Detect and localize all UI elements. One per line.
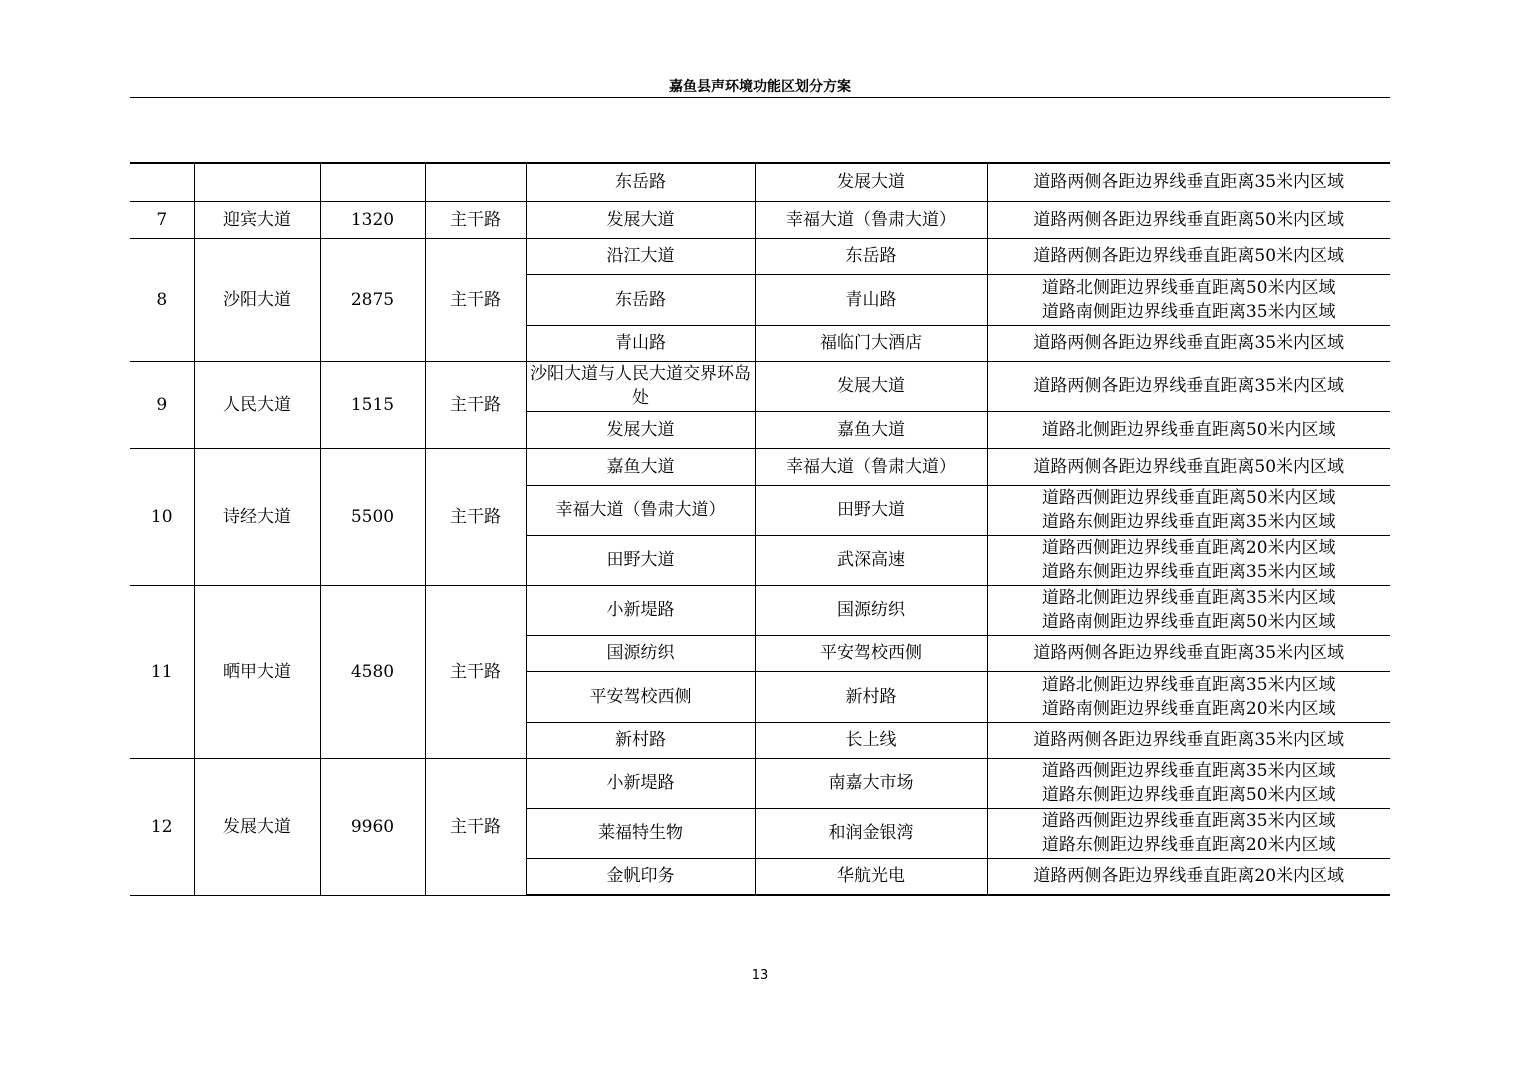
table-row — [130, 448, 1390, 485]
segment-start-cell: 发展大道 — [526, 201, 755, 238]
zone-range-line: 道路两侧各距边界线垂直距离50米内区域 — [1033, 456, 1345, 477]
zone-range-line: 道路北侧距边界线垂直距离50米内区域 — [1041, 419, 1336, 440]
road-length-cell: 1515 — [320, 361, 425, 448]
segment-end-cell: 发展大道 — [755, 361, 987, 411]
zone-range-cell — [987, 274, 1390, 325]
road-grade-cell: 主干路 — [425, 448, 526, 585]
segment-end-cell: 华航光电 — [755, 858, 987, 895]
road-no-cell: 12 — [130, 758, 194, 895]
segment-end-cell: 武深高速 — [755, 535, 987, 585]
segment-end-cell: 嘉鱼大道 — [755, 411, 987, 448]
segment-end-cell: 南嘉大市场 — [755, 758, 987, 808]
road-grade-cell: 主干路 — [425, 361, 526, 448]
road-no-cell: 9 — [130, 361, 194, 448]
zone-range-line: 道路西侧距边界线垂直距离50米内区域 — [1041, 488, 1336, 508]
zone-range-cell — [987, 808, 1390, 858]
segment-end-cell: 幸福大道（鲁肃大道） — [755, 201, 987, 238]
table-row — [130, 758, 1390, 808]
road-grade-cell: 主干路 — [425, 238, 526, 361]
road-length-cell: 5500 — [320, 448, 425, 585]
zone-range-line: 道路东侧距边界线垂直距离35米内区域 — [1041, 512, 1336, 532]
zone-range-cell — [987, 671, 1390, 722]
segment-start-cell: 发展大道 — [526, 411, 755, 448]
zone-range-line: 道路两侧各距边界线垂直距离35米内区域 — [1033, 333, 1345, 353]
zone-range-line: 道路西侧距边界线垂直距离20米内区域 — [1041, 538, 1336, 558]
road-length-cell: 1320 — [320, 201, 425, 238]
segment-start-cell: 东岳路 — [526, 274, 755, 325]
zone-range-line: 道路北侧距边界线垂直距离50米内区域 — [1041, 277, 1336, 298]
segment-start-cell: 小新堤路 — [526, 758, 755, 808]
zone-range-line: 道路南侧距边界线垂直距离35米内区域 — [1041, 301, 1336, 322]
road-grade-cell: 主干路 — [425, 585, 526, 758]
zone-range-cell — [987, 201, 1390, 238]
segment-start-cell: 嘉鱼大道 — [526, 448, 755, 485]
road-no-cell: 11 — [130, 585, 194, 758]
zone-range-line: 道路北侧距边界线垂直距离35米内区域 — [1041, 674, 1336, 695]
table-row — [130, 238, 1390, 274]
road-no-cell: 7 — [130, 201, 194, 238]
segment-start-cell: 幸福大道（鲁肃大道） — [526, 485, 755, 535]
segment-start-cell: 莱福特生物 — [526, 808, 755, 858]
zone-range-line: 道路西侧距边界线垂直距离35米内区域 — [1041, 811, 1336, 831]
zone-range-cell — [987, 163, 1390, 201]
road-length-cell: 2875 — [320, 238, 425, 361]
zone-range-line: 道路两侧各距边界线垂直距离20米内区域 — [1033, 866, 1345, 887]
segment-start-cell: 国源纺织 — [526, 635, 755, 671]
zone-range-cell — [987, 238, 1390, 274]
segment-end-cell: 福临门大酒店 — [755, 325, 987, 361]
table-row — [130, 201, 1390, 238]
zone-range-cell — [987, 535, 1390, 585]
page-number: 13 — [751, 968, 769, 983]
zone-range-cell — [987, 758, 1390, 808]
page-header-title: 嘉鱼县声环境功能区划分方案 — [669, 79, 851, 95]
table-row — [130, 361, 1390, 411]
road-name-cell: 诗经大道 — [194, 448, 320, 585]
road-name-cell: 沙阳大道 — [194, 238, 320, 361]
zone-range-cell — [987, 485, 1390, 535]
zone-range-cell — [987, 722, 1390, 758]
zone-range-line: 道路两侧各距边界线垂直距离35米内区域 — [1033, 730, 1345, 750]
road-noise-zone-table — [130, 162, 1390, 896]
table-row — [130, 163, 1390, 201]
table-row — [130, 585, 1390, 635]
segment-start-cell: 沿江大道 — [526, 238, 755, 274]
road-grade-cell: 主干路 — [425, 201, 526, 238]
zone-range-cell — [987, 448, 1390, 485]
road-name-cell — [194, 163, 320, 201]
road-length-cell: 9960 — [320, 758, 425, 895]
road-length-cell — [320, 163, 425, 201]
zone-range-line: 道路北侧距边界线垂直距离35米内区域 — [1041, 588, 1336, 608]
zone-range-line: 道路南侧距边界线垂直距离50米内区域 — [1041, 612, 1336, 632]
zone-range-line: 道路南侧距边界线垂直距离20米内区域 — [1041, 698, 1336, 719]
road-name-cell: 迎宾大道 — [194, 201, 320, 238]
segment-start-cell: 东岳路 — [526, 163, 755, 201]
zone-range-line: 道路两侧各距边界线垂直距离35米内区域 — [1033, 376, 1345, 396]
segment-end-cell: 东岳路 — [755, 238, 987, 274]
segment-end-cell: 和润金银湾 — [755, 808, 987, 858]
segment-start-cell: 金帆印务 — [526, 858, 755, 895]
header-rule — [130, 97, 1390, 98]
road-no-cell — [130, 163, 194, 201]
zone-range-cell — [987, 361, 1390, 411]
zone-range-cell — [987, 858, 1390, 895]
segment-end-cell: 幸福大道（鲁肃大道） — [755, 448, 987, 485]
segment-end-cell: 平安驾校西侧 — [755, 635, 987, 671]
road-no-cell: 10 — [130, 448, 194, 585]
zone-range-line: 道路两侧各距边界线垂直距离35米内区域 — [1033, 643, 1345, 663]
road-name-cell: 发展大道 — [194, 758, 320, 895]
road-length-cell: 4580 — [320, 585, 425, 758]
zone-range-line: 道路东侧距边界线垂直距离20米内区域 — [1041, 835, 1336, 855]
road-no-cell: 8 — [130, 238, 194, 361]
segment-start-cell: 田野大道 — [526, 535, 755, 585]
road-name-cell: 人民大道 — [194, 361, 320, 448]
zone-range-cell — [987, 585, 1390, 635]
segment-start-cell: 小新堤路 — [526, 585, 755, 635]
segment-start-cell: 青山路 — [526, 325, 755, 361]
segment-end-cell: 发展大道 — [755, 163, 987, 201]
zone-range-cell — [987, 325, 1390, 361]
segment-start-cell: 平安驾校西侧 — [526, 671, 755, 722]
segment-end-cell: 国源纺织 — [755, 585, 987, 635]
zone-range-line: 道路西侧距边界线垂直距离35米内区域 — [1041, 761, 1336, 781]
zone-range-line: 道路两侧各距边界线垂直距离50米内区域 — [1033, 209, 1345, 230]
segment-start-cell: 新村路 — [526, 722, 755, 758]
segment-start-cell: 沙阳大道与人民大道交界环岛处 — [526, 361, 755, 411]
road-grade-cell: 主干路 — [425, 758, 526, 895]
zone-range-cell — [987, 635, 1390, 671]
segment-end-cell: 田野大道 — [755, 485, 987, 535]
road-grade-cell — [425, 163, 526, 201]
zone-range-line: 道路东侧距边界线垂直距离50米内区域 — [1041, 785, 1336, 805]
zone-range-cell — [987, 411, 1390, 448]
segment-end-cell: 青山路 — [755, 274, 987, 325]
zone-range-line: 道路两侧各距边界线垂直距离35米内区域 — [1033, 172, 1345, 193]
zone-range-line: 道路两侧各距边界线垂直距离50米内区域 — [1033, 246, 1345, 266]
segment-end-cell: 长上线 — [755, 722, 987, 758]
zone-range-line: 道路东侧距边界线垂直距离35米内区域 — [1041, 562, 1336, 582]
road-name-cell: 晒甲大道 — [194, 585, 320, 758]
segment-end-cell: 新村路 — [755, 671, 987, 722]
